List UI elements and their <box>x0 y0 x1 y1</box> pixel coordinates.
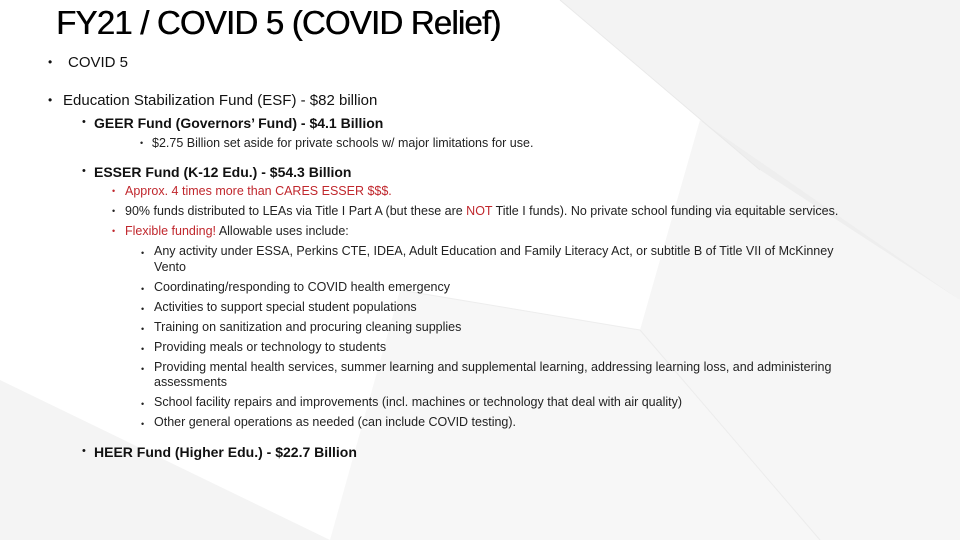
esf-text: Education Stabilization Fund (ESF) - $82 billion <box>63 92 378 109</box>
bullet-icon: • <box>82 445 86 457</box>
use-text: Other general operations as needed (can include COVID testing). <box>154 415 517 429</box>
bullet-icon: • <box>141 399 145 409</box>
esser-heading: ESSER Fund (K-12 Edu.) - $54.3 Billion <box>94 164 352 180</box>
slide-title: FY21 / COVID 5 (COVID Relief) <box>56 4 501 41</box>
geer-set-aside-text: $2.75 Billion set aside for private schools w/ major limitations for use. <box>152 136 534 150</box>
bullet-icon: • <box>141 419 145 429</box>
use-text: Providing meals or technology to students <box>154 340 387 354</box>
bullet-icon: • <box>141 284 145 294</box>
covid5-text: COVID 5 <box>68 54 129 71</box>
distributed-part2: Title I funds). No private school funding via equitable services. <box>492 204 839 218</box>
esser-flexible-text <box>125 224 349 238</box>
esser-distributed-text <box>125 204 838 218</box>
heer-heading: HEER Fund (Higher Edu.) - $22.7 Billion <box>94 444 357 460</box>
use-text: Vento <box>154 260 186 274</box>
use-text: Training on sanitization and procuring cleaning supplies <box>154 320 462 334</box>
use-text: assessments <box>154 375 227 389</box>
bullet-icon: • <box>112 186 116 196</box>
bullet-icon: • <box>48 93 53 107</box>
bullet-icon: • <box>82 165 86 177</box>
distributed-part1: 90% funds distributed to LEAs via Title I Part A (but these are <box>125 204 467 218</box>
bullet-icon: • <box>82 116 86 128</box>
use-text: Activities to support special student populations <box>154 300 417 314</box>
bullet-icon: • <box>141 304 145 314</box>
bullet-icon: • <box>48 55 53 69</box>
bullet-icon: • <box>112 206 116 216</box>
use-text: Coordinating/responding to COVID health emergency <box>154 280 451 294</box>
bullet-icon: • <box>141 324 145 334</box>
flexible-funding-emphasis: Flexible funding! <box>125 224 217 238</box>
use-text: Providing mental health services, summer learning and supplemental learning, addressing learning loss, and administering <box>154 360 832 374</box>
esser-approx-text: Approx. 4 times more than CARES ESSER $$$. <box>125 184 392 198</box>
bullet-icon: • <box>141 248 145 258</box>
bullet-icon: • <box>140 138 144 148</box>
flexible-rest: Allowable uses include: <box>216 224 349 238</box>
distributed-not-emphasis: NOT <box>466 204 493 218</box>
use-text: Any activity under ESSA, Perkins CTE, IDEA, Adult Education and Family Literacy Act, or subtitle B of Title VII of McKinney <box>154 244 834 258</box>
bullet-icon: • <box>141 344 145 354</box>
use-text: School facility repairs and improvements (incl. machines or technology that deal with air quality) <box>154 395 683 409</box>
bullet-icon: • <box>112 226 116 236</box>
geer-heading: GEER Fund (Governors’ Fund) - $4.1 Billion <box>94 115 384 131</box>
bullet-icon: • <box>141 364 145 374</box>
